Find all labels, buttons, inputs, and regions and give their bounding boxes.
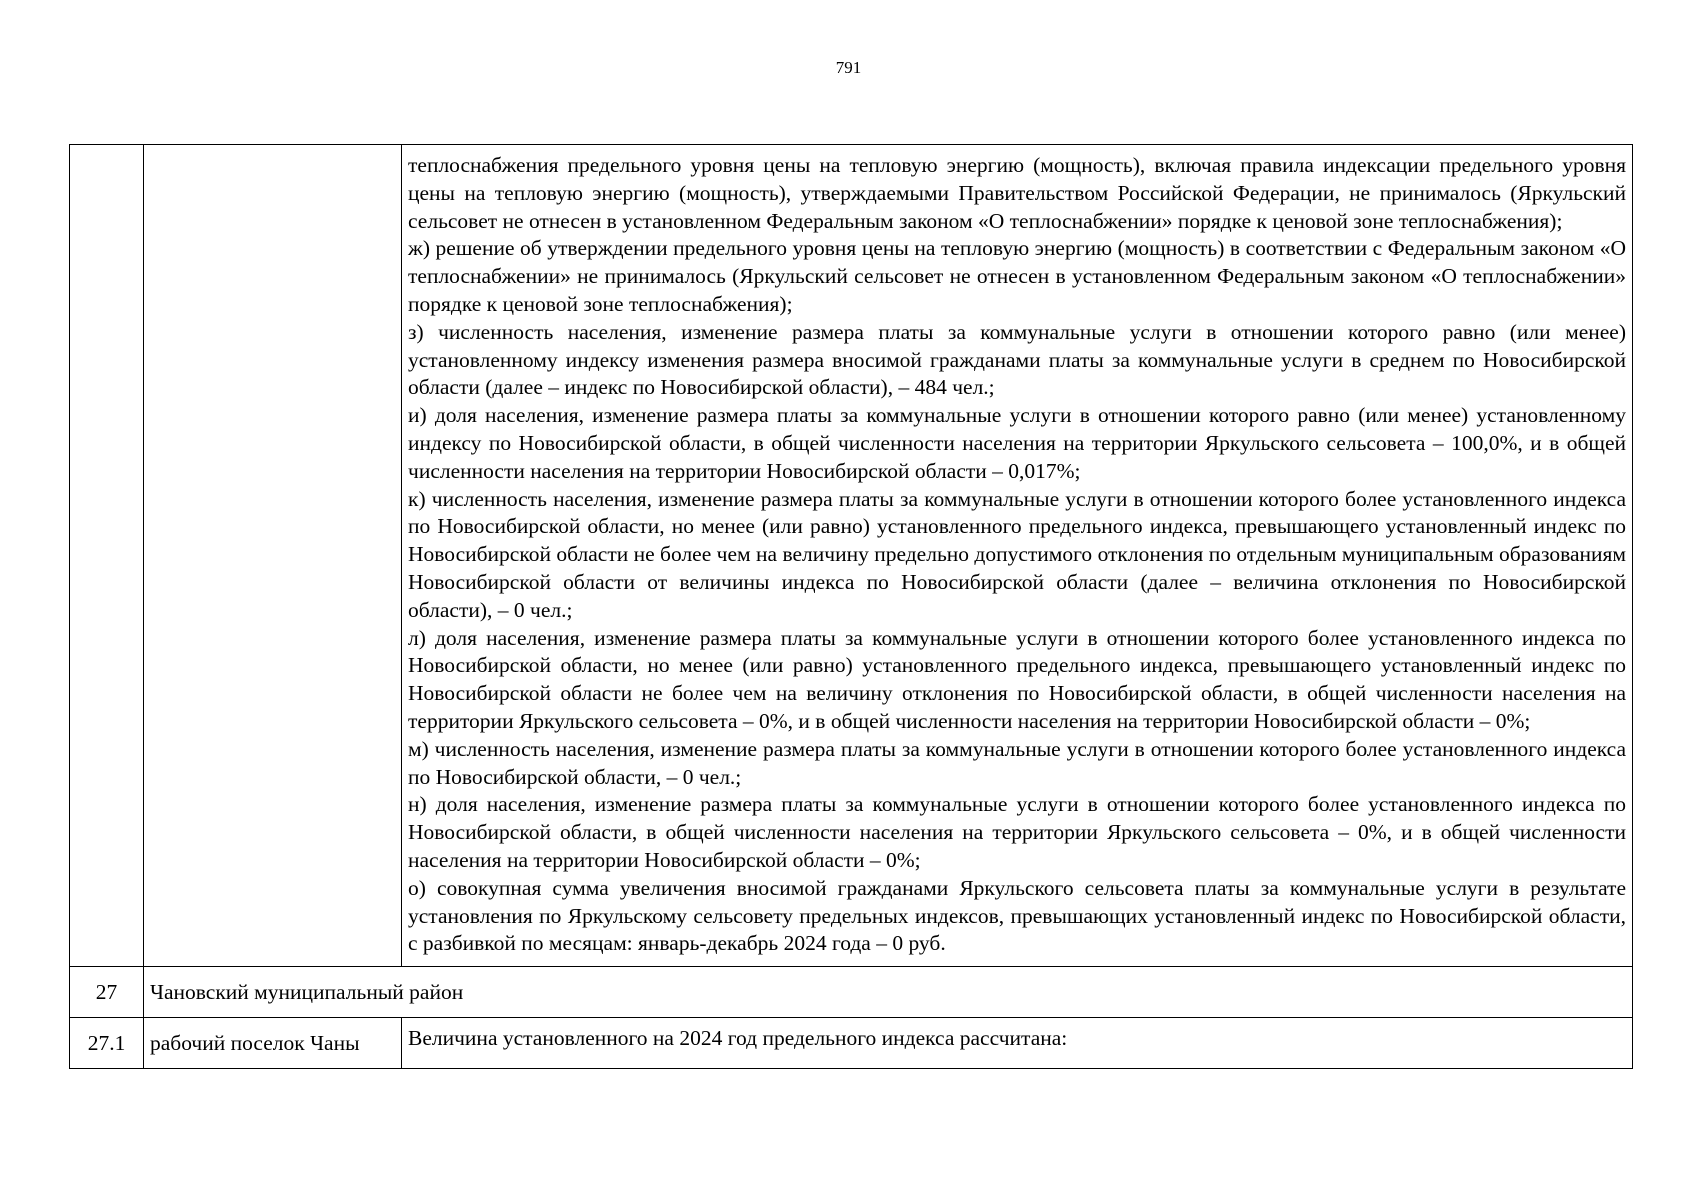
description-paragraph: л) доля населения, изменение размера платы за коммунальные услуги в отношении которого более установленного индекса по Новосибирской области, но менее (или равно) установленного предельного индекса, превышающего установленный индекс по Новосибирской области не более чем на величину отклонения по Новосибирской области, в общей численности населения на территории Яркульского сельсовета – 0%, и в общей численности населения на территории Новосибирской области – 0%; [408,625,1626,733]
description-paragraph: теплоснабжения предельного уровня цены на тепловую энергию (мощность), включая правила индексации предельного уровня цены на тепловую энергию (мощность), утверждаемыми Правительством Российской Федерации, не принималось (Яркульский сельсовет не отнесен в установленном Федеральным законом «О теплоснабжении» порядке к ценовой зоне теплоснабжения); [408,153,1626,233]
page-number: 791 [835,58,862,77]
district-name-cell: Чановский муниципальный район [144,967,1633,1018]
row-number-cell [70,145,144,967]
description-paragraph: ж) решение об утверждении предельного уровня цены на тепловую энергию (мощность) в соответствии с Федеральным законом «О теплоснабжении» не принималось (Яркульский сельсовет не отнесен в установленном Федеральным законом «О теплоснабжении» порядке к ценовой зоне теплоснабжения); [408,236,1626,316]
table-row [70,1017,1633,1068]
row-description-cell [402,145,1633,967]
description-paragraph: з) численность населения, изменение размера платы за коммунальные услуги в отношении которого равно (или менее) установленному индексу изменения размера вносимой гражданами платы за коммунальные услуги в среднем по Новосибирской области (далее – индекс по Новосибирской области), – 484 чел.; [408,319,1626,400]
description-paragraph: Величина установленного на 2024 год предельного индекса рассчитана: [408,1025,1068,1050]
row-description-cell [402,1017,1633,1068]
description-paragraph: м) численность населения, изменение размера платы за коммунальные услуги в отношении которого более установленного индекса по Новосибирской области, – 0 чел.; [408,736,1626,789]
row-name-cell [144,145,402,967]
document-table [69,144,1633,1069]
table-row-district [70,967,1633,1018]
row-number-cell: 27.1 [70,1017,144,1068]
table-row [70,145,1633,967]
description-paragraph: и) доля населения, изменение размера платы за коммунальные услуги в отношении которого равно (или менее) установленному индексу по Новосибирской области, в общей численности населения на территории Яркульского сельсовета – 100,0%, и в общей численности населения на территории Новосибирской области – 0,017%; [408,403,1626,483]
description-paragraph: о) совокупная сумма увеличения вносимой гражданами Яркульского сельсовета платы за коммунальные услуги в результате установления по Яркульскому сельсовету предельных индексов, превышающих установленный индекс по Новосибирской области, с разбивкой по месяцам: январь-декабрь 2024 года – 0 руб. [408,875,1626,956]
description-paragraph: н) доля населения, изменение размера платы за коммунальные услуги в отношении которого более установленного индекса по Новосибирской области, в общей численности населения на территории Яркульского сельсовета – 0%, и в общей численности населения на территории Новосибирской области – 0%; [408,792,1626,872]
row-number-cell: 27 [70,967,144,1018]
row-name-cell: рабочий поселок Чаны [144,1017,402,1068]
description-paragraph: к) численность населения, изменение размера платы за коммунальные услуги в отношении которого более установленного индекса по Новосибирской области, но менее (или равно) установленного предельного индекса, превышающего установленный индекс по Новосибирской области не более чем на величину предельно допустимого отклонения по отдельным муниципальным образованиям Новосибирской области от величины индекса по Новосибирской области (далее – величина отклонения по Новосибирской области), – 0 чел.; [408,486,1626,622]
